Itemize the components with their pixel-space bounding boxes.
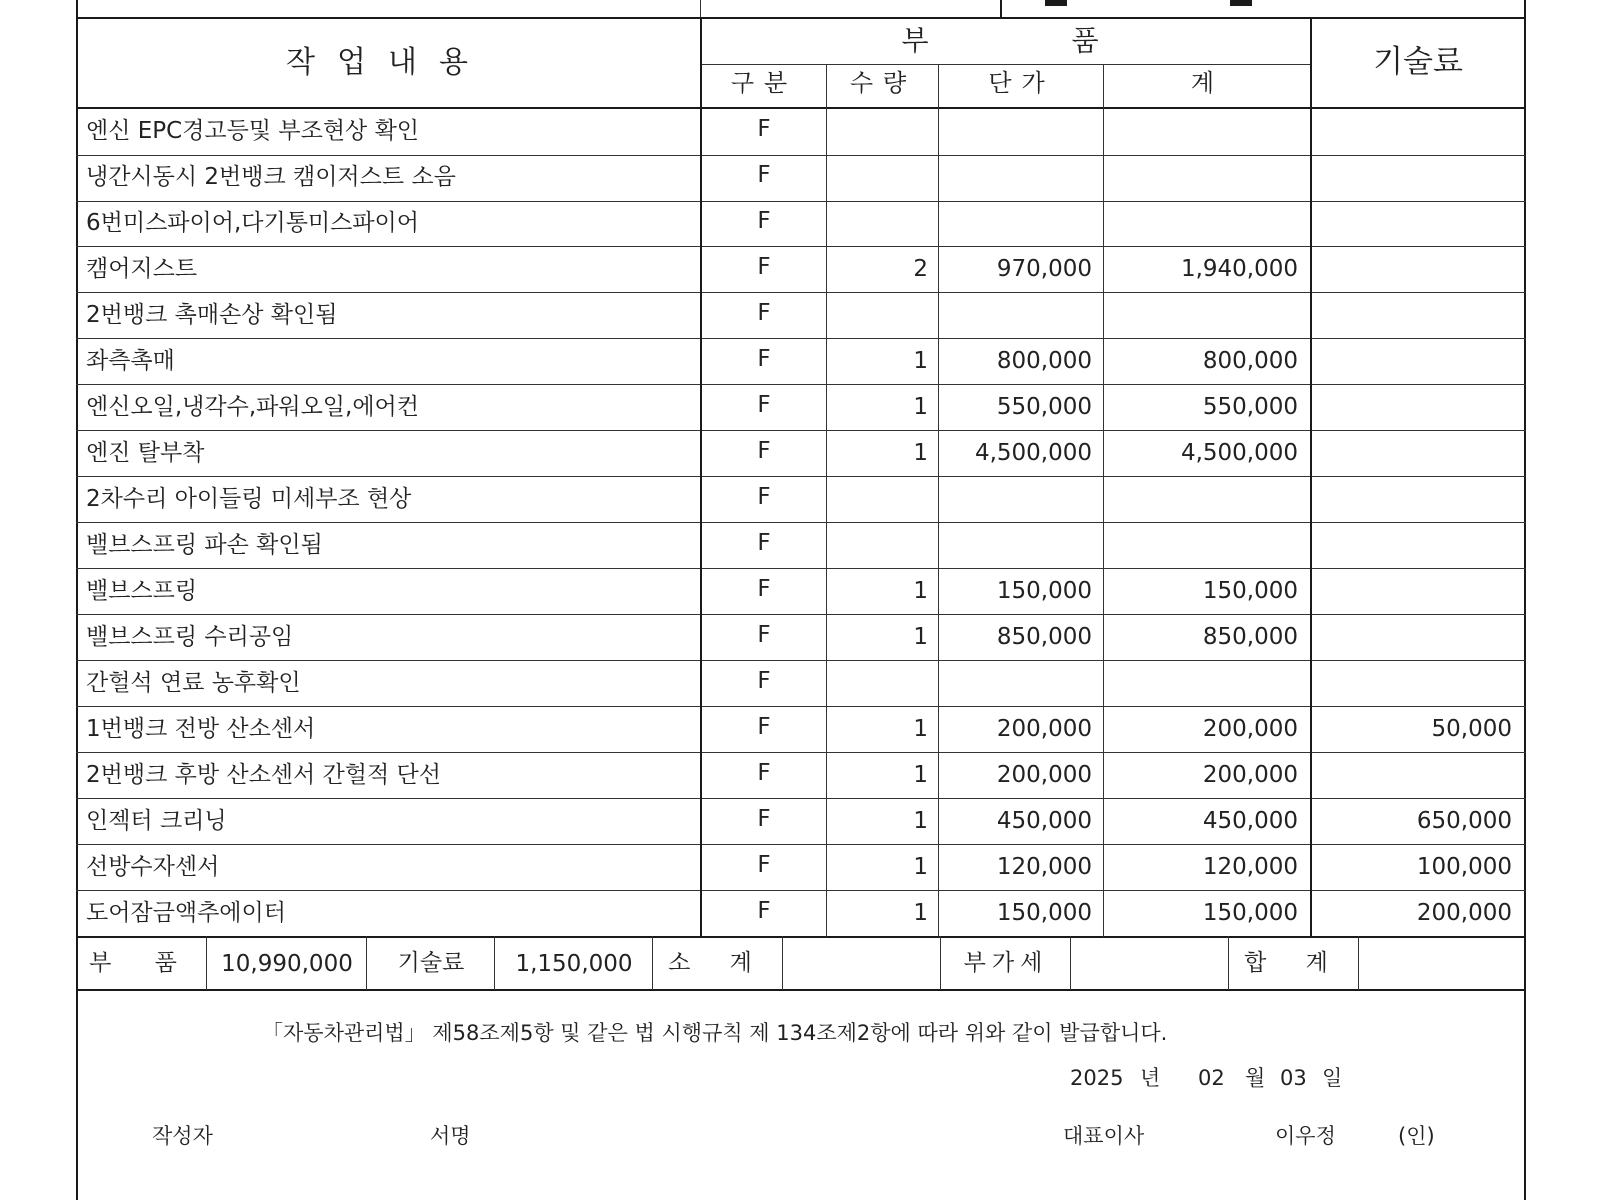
row-category: F <box>757 714 771 740</box>
header-category: 구분 <box>730 69 798 97</box>
sum-divider <box>940 936 941 990</box>
row-description: 좌측촉매 <box>86 348 175 374</box>
summary-tech-label: 기술료 <box>397 950 465 976</box>
row-category: F <box>757 576 771 602</box>
row-rule <box>76 155 1526 156</box>
seal-label: (인) <box>1398 1124 1435 1148</box>
row-rule <box>76 338 1526 339</box>
row-total: 550,000 <box>1202 394 1298 420</box>
row-category: F <box>757 668 771 694</box>
top-row-mark-left <box>1045 0 1067 6</box>
row-category: F <box>757 898 771 924</box>
row-category: F <box>757 622 771 648</box>
row-tech-fee: 50,000 <box>1431 716 1512 742</box>
law-statement: 「자동차관리법」 제58조제5항 및 같은 법 시행규칙 제 134조제2항에 따라 위와 같이 발급합니다. <box>262 1021 1168 1045</box>
col-divider-desc <box>700 17 702 937</box>
row-category: F <box>757 530 771 556</box>
row-category: F <box>757 116 771 142</box>
row-quantity: 1 <box>913 762 928 788</box>
row-tech-fee: 650,000 <box>1416 808 1512 834</box>
sum-divider <box>652 936 653 990</box>
rule-parts-split <box>700 64 1310 65</box>
summary-parts-label: 부 품 <box>89 950 195 976</box>
header-tech-fee: 기술료 <box>1373 44 1463 80</box>
row-category: F <box>757 208 771 234</box>
header-total: 계 <box>1190 69 1225 97</box>
row-total: 120,000 <box>1202 854 1298 880</box>
row-quantity: 1 <box>913 854 928 880</box>
row-description: 엔신오일,냉각수,파워오일,에어컨 <box>86 394 419 420</box>
row-description: 6번미스파이어,다기통미스파이어 <box>86 210 419 236</box>
row-rule <box>76 568 1526 569</box>
row-total: 200,000 <box>1202 762 1298 788</box>
row-tech-fee: 100,000 <box>1416 854 1512 880</box>
row-description: 엔진 탈부착 <box>86 440 205 466</box>
row-total: 850,000 <box>1202 624 1298 650</box>
sum-divider <box>1228 936 1229 990</box>
row-total: 200,000 <box>1202 716 1298 742</box>
row-rule <box>76 844 1526 845</box>
row-unit-price: 200,000 <box>996 716 1092 742</box>
row-total: 150,000 <box>1202 900 1298 926</box>
col-divider-cat <box>826 64 827 937</box>
row-description: 도어잠금액추에이터 <box>86 900 286 926</box>
header-parts-right: 품 <box>1071 24 1109 57</box>
row-unit-price: 850,000 <box>996 624 1092 650</box>
sum-divider <box>1358 936 1359 990</box>
col-divider-price <box>1103 64 1104 937</box>
row-quantity: 1 <box>913 716 928 742</box>
rule-table-bottom <box>76 936 1526 938</box>
sum-divider <box>782 936 783 990</box>
row-rule <box>76 246 1526 247</box>
row-quantity: 1 <box>913 808 928 834</box>
row-rule <box>76 430 1526 431</box>
row-unit-price: 200,000 <box>996 762 1092 788</box>
row-total: 4,500,000 <box>1180 440 1298 466</box>
sign-label: 서명 <box>430 1124 471 1148</box>
representative-name: 이우정 <box>1275 1124 1336 1148</box>
row-total: 150,000 <box>1202 578 1298 604</box>
summary-vat-label: 부가세 <box>963 950 1049 976</box>
row-rule <box>76 752 1526 753</box>
row-description: 캠어지스트 <box>86 256 198 282</box>
summary-subtotal-label: 소 계 <box>668 950 768 976</box>
issue-year: 2025 <box>1070 1066 1124 1090</box>
sum-divider <box>366 936 367 990</box>
top-row-mark-right <box>1230 0 1252 6</box>
row-quantity: 1 <box>913 900 928 926</box>
row-unit-price: 550,000 <box>996 394 1092 420</box>
row-quantity: 1 <box>913 394 928 420</box>
col-divider-qty <box>938 64 939 937</box>
row-tech-fee: 200,000 <box>1416 900 1512 926</box>
issue-month: 02 <box>1198 1066 1225 1090</box>
row-category: F <box>757 346 771 372</box>
header-unit-price: 단가 <box>988 69 1055 97</box>
row-description: 냉간시동시 2번뱅크 캠이저스트 소음 <box>86 164 456 190</box>
top-row-divider-1 <box>700 0 701 18</box>
row-rule <box>76 522 1526 523</box>
writer-label: 작성자 <box>152 1124 213 1148</box>
row-category: F <box>757 852 771 878</box>
row-description: 엔신 EPC경고등및 부조현상 확인 <box>86 118 420 144</box>
frame-right <box>1524 0 1526 1200</box>
col-divider-total <box>1310 17 1312 937</box>
row-description: 2차수리 아이들링 미세부조 현상 <box>86 486 412 512</box>
row-rule <box>76 201 1526 202</box>
issue-day: 03 <box>1280 1066 1307 1090</box>
row-description: 밸브스프링 수리공임 <box>86 624 294 650</box>
rule-header-bottom <box>76 107 1526 109</box>
row-description: 밸브스프링 <box>86 578 198 604</box>
row-rule <box>76 614 1526 615</box>
row-unit-price: 970,000 <box>996 256 1092 282</box>
row-description: 밸브스프링 파손 확인됨 <box>86 532 323 558</box>
row-description: 인젝터 크리닝 <box>86 808 227 834</box>
row-quantity: 1 <box>913 578 928 604</box>
row-quantity: 2 <box>913 256 928 282</box>
row-total: 800,000 <box>1202 348 1298 374</box>
row-rule <box>76 660 1526 661</box>
issue-year-unit: 년 <box>1140 1066 1161 1090</box>
row-category: F <box>757 438 771 464</box>
rule-summary-bottom <box>76 989 1526 991</box>
row-category: F <box>757 484 771 510</box>
representative-label: 대표이사 <box>1063 1124 1145 1148</box>
row-unit-price: 120,000 <box>996 854 1092 880</box>
row-category: F <box>757 806 771 832</box>
row-description: 2번뱅크 촉매손상 확인됨 <box>86 302 338 328</box>
row-category: F <box>757 392 771 418</box>
row-category: F <box>757 760 771 786</box>
summary-total-label: 합 계 <box>1244 950 1344 976</box>
row-rule <box>76 890 1526 891</box>
row-rule <box>76 384 1526 385</box>
rule-header-top <box>76 17 1526 19</box>
row-quantity: 1 <box>913 348 928 374</box>
row-unit-price: 450,000 <box>996 808 1092 834</box>
row-description: 간헐석 연료 농후확인 <box>86 670 301 696</box>
row-rule <box>76 706 1526 707</box>
row-quantity: 1 <box>913 440 928 466</box>
row-description: 2번뱅크 후방 산소센서 간헐적 단선 <box>86 762 441 788</box>
summary-parts-value: 10,990,000 <box>221 951 353 977</box>
row-unit-price: 4,500,000 <box>974 440 1092 466</box>
row-unit-price: 800,000 <box>996 348 1092 374</box>
row-category: F <box>757 254 771 280</box>
header-quantity: 수량 <box>849 69 917 97</box>
issue-month-unit: 월 <box>1245 1066 1266 1090</box>
header-parts-left: 부 <box>901 24 939 57</box>
frame-left <box>76 0 78 1200</box>
sum-divider <box>206 936 207 990</box>
row-quantity: 1 <box>913 624 928 650</box>
row-unit-price: 150,000 <box>996 900 1092 926</box>
row-total: 1,940,000 <box>1180 256 1298 282</box>
row-rule <box>76 476 1526 477</box>
row-rule <box>76 292 1526 293</box>
row-total: 450,000 <box>1202 808 1298 834</box>
row-description: 1번뱅크 전방 산소센서 <box>86 716 316 742</box>
row-rule <box>76 798 1526 799</box>
row-category: F <box>757 162 771 188</box>
header-work-content: 작업내용 <box>286 45 490 80</box>
issue-day-unit: 일 <box>1322 1066 1343 1090</box>
summary-tech-value: 1,150,000 <box>515 951 633 977</box>
row-description: 선방수자센서 <box>86 854 220 880</box>
sum-divider <box>494 936 495 990</box>
row-unit-price: 150,000 <box>996 578 1092 604</box>
row-category: F <box>757 300 771 326</box>
top-row-divider-2 <box>1000 0 1002 18</box>
sum-divider <box>1070 936 1071 990</box>
